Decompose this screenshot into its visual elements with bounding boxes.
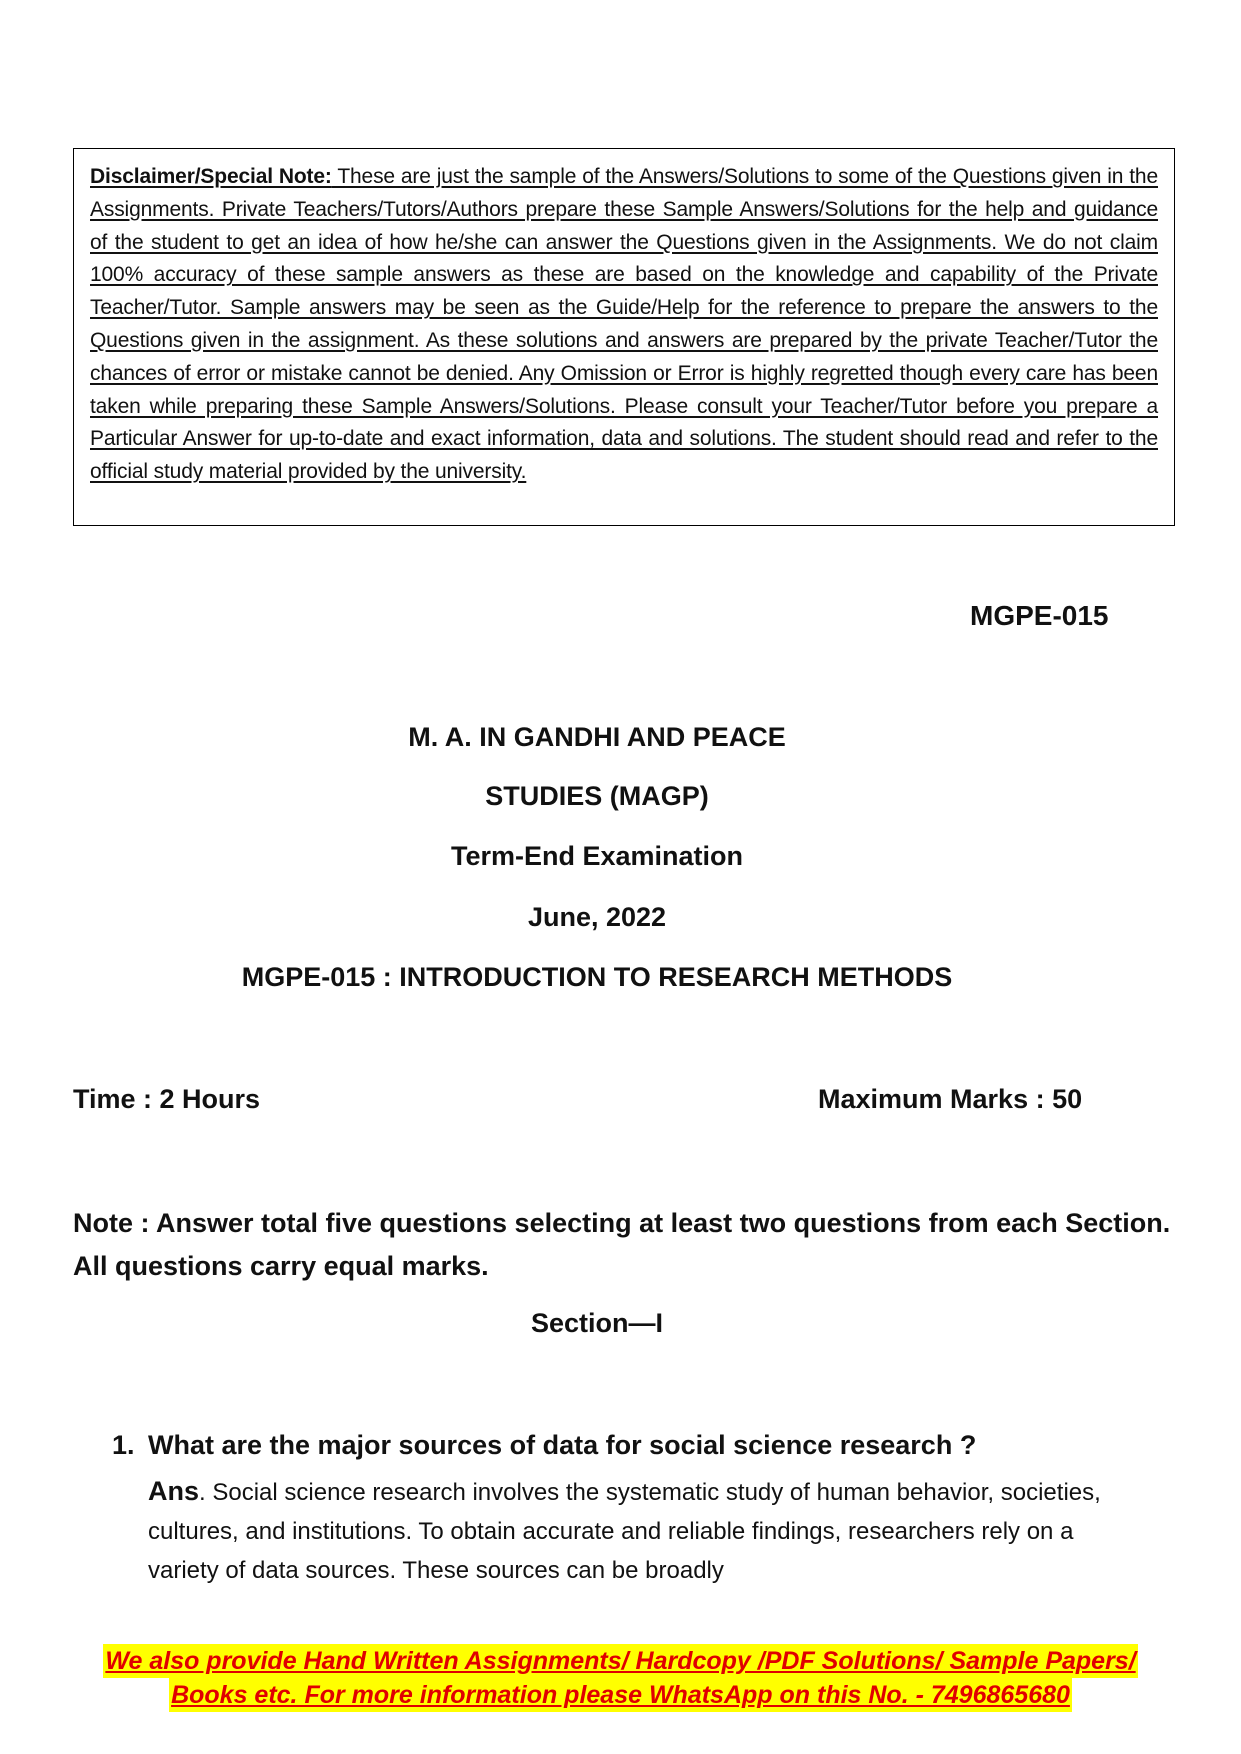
answer-label: Ans: [148, 1476, 200, 1506]
time-duration: Time : 2 Hours: [73, 1084, 261, 1114]
disclaimer-body: These are just the sample of the Answers/Solutions to some of the Questions given in the Assignments. Private Teachers/Tutors/Authors prepare these Sample Answers/Solutions for the help and guidance of the student to get an idea of how he/she can answer the Questions given in the Assignments. We do not claim 100% accuracy of these sample answers as these are based on the knowledge and capability of the Private Teacher/Tutor. Sample answers may be seen as the Guide/Help for the reference to prepare the answers to the Questions given in the assignment. As these solutions and answers are prepared by the private Teacher/Tutor the chances of error or mistake cannot be denied. Any Omission or Error is highly regretted though every care has been taken while preparing these Sample Answers/Solutions. Please consult your Teacher/Tutor before you prepare a Particular Answer for up-to-date and exact information, data and solutions. The student should read and refer to the official study material provided by the university.: [90, 165, 1158, 484]
promo-line-1: We also provide Hand Written Assignments/ Hardcopy /PDF Solutions/ Sample Papers/: [103, 1644, 1137, 1678]
section-heading: Section—I: [530, 1308, 664, 1338]
disclaimer-paragraph: [90, 161, 1158, 489]
exam-session: June, 2022: [527, 902, 667, 932]
exam-title: Term-End Examination: [450, 841, 744, 871]
maximum-marks: Maximum Marks : 50: [818, 1084, 1083, 1114]
question-number: 1.: [112, 1430, 135, 1460]
promo-banner: [0, 1644, 1241, 1712]
programme-title-line1: M. A. IN GANDHI AND PEACE: [408, 722, 786, 752]
disclaimer-box: [73, 148, 1175, 526]
course-title: MGPE-015 : INTRODUCTION TO RESEARCH METHODS: [241, 962, 953, 992]
programme-title-line2: STUDIES (MAGP): [485, 781, 709, 811]
exam-note: Note : Answer total five questions selecting at least two questions from each Section. All questions carry equal marks.: [73, 1208, 1171, 1281]
course-code: MGPE-015: [970, 600, 1109, 631]
promo-line-2: Books etc. For more information please WhatsApp on this No. - 7496865680: [169, 1678, 1072, 1712]
disclaimer-label: Disclaimer/Special Note:: [90, 165, 332, 188]
question-text: What are the major sources of data for social science research ?: [148, 1430, 977, 1460]
answer-paragraph: [148, 1472, 1108, 1590]
answer-text: . Social science research involves the systematic study of human behavior, societies, cultures, and institutions. To obtain accurate and reliable findings, researchers rely on a variety of data sources. These sources can be broadly: [148, 1479, 1101, 1584]
